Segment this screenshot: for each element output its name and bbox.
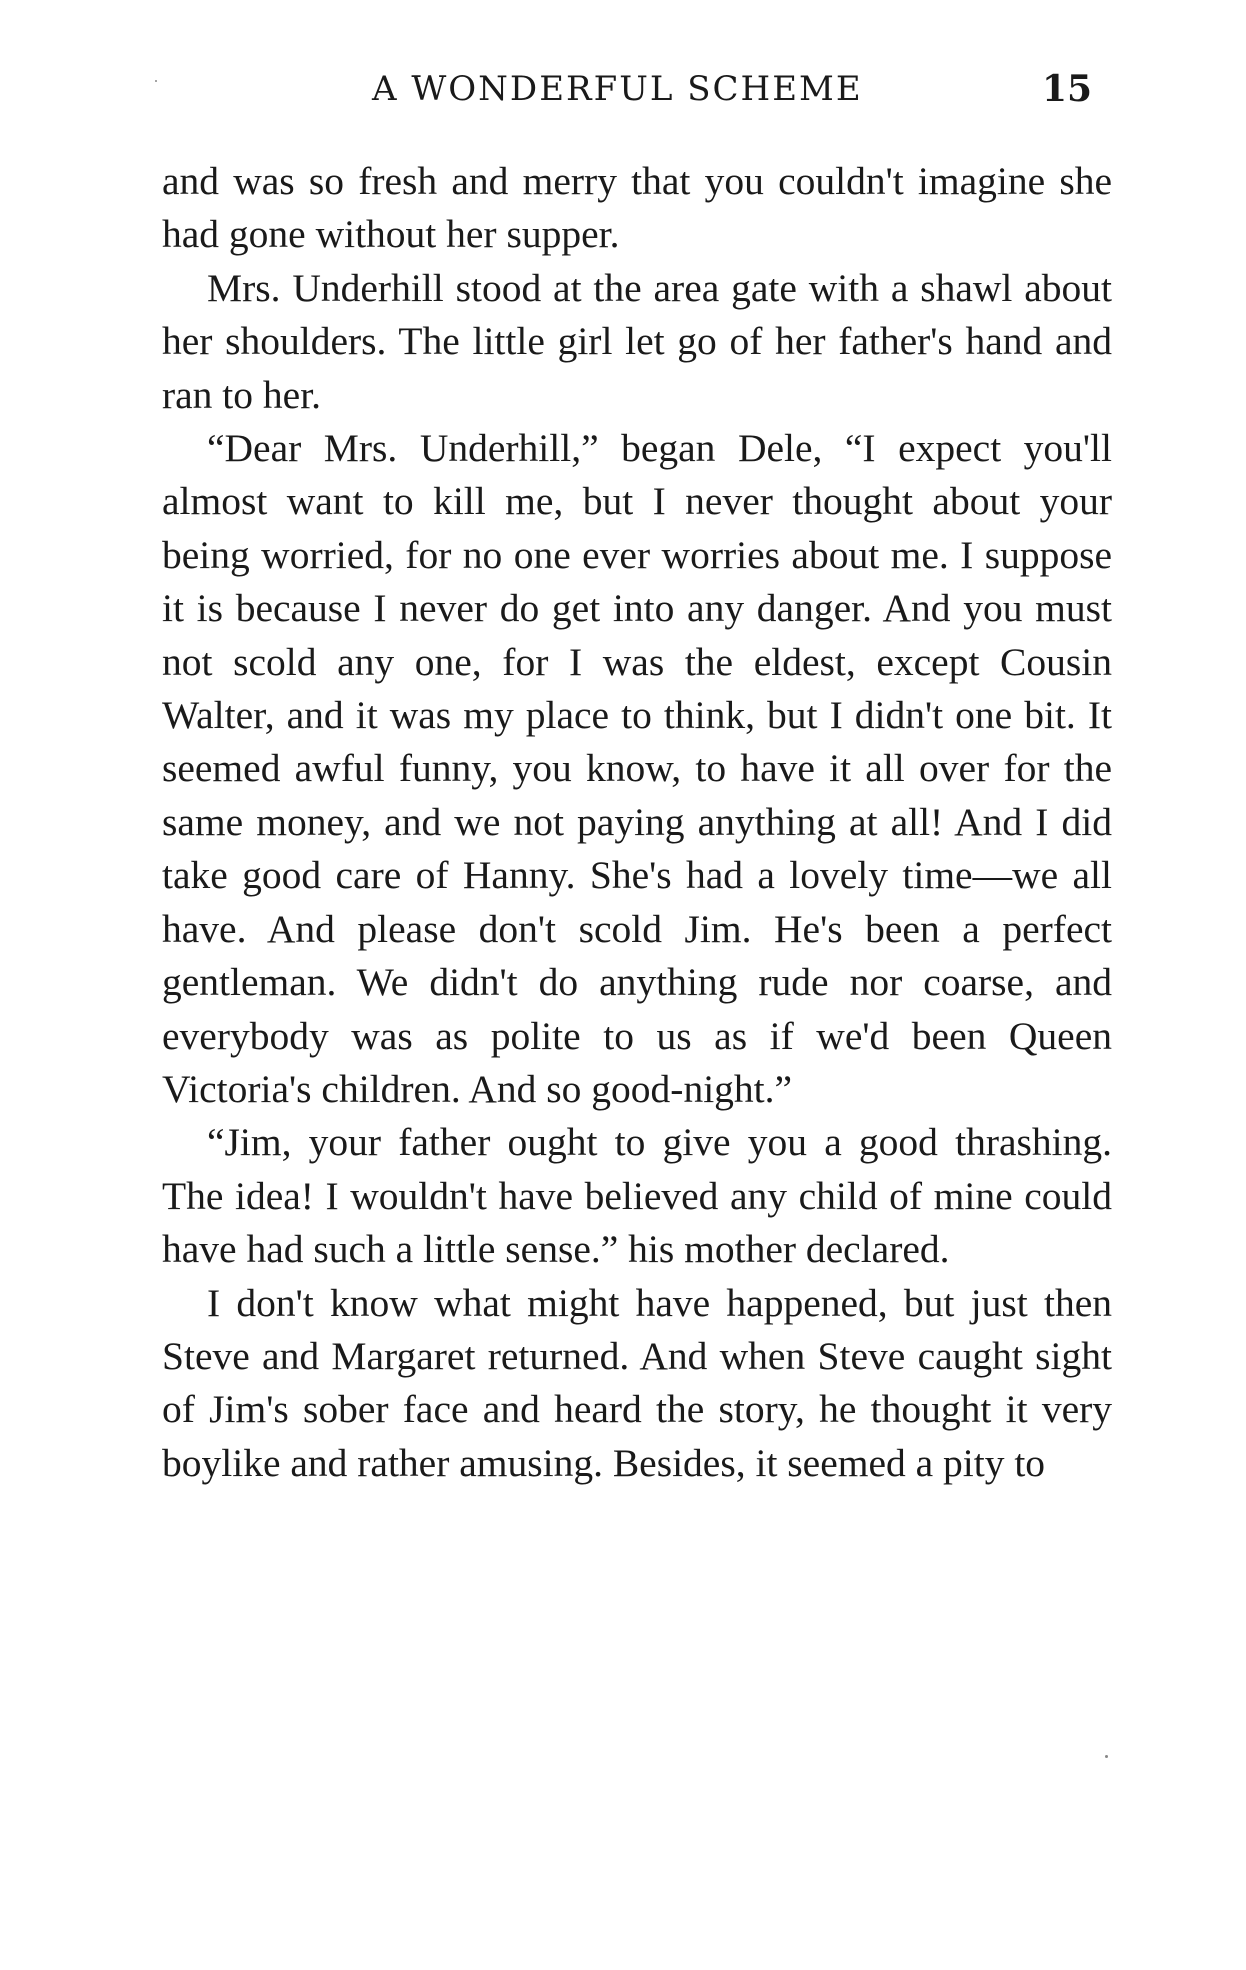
paragraph-2: Mrs. Underhill stood at the area gate with a shawl about her shoulders. The little girl let go of her father's hand and ran to her. [162, 265, 1112, 417]
paper-speck [1105, 1755, 1108, 1758]
paragraph-5: I don't know what might have happened, but just then Steve and Margaret returned. And when Steve caught sight of Jim's sober face and heard the story, he thought it very boylike and rather amusing. Besides, it seemed a pity to [162, 1280, 1112, 1485]
page-number: 15 [1042, 68, 1093, 110]
paper-speck [155, 80, 157, 82]
body-text [162, 155, 1112, 1490]
running-head [0, 64, 1246, 114]
paragraph-1: and was so fresh and merry that you couldn't imagine she had gone without her supper. [162, 159, 1112, 257]
paragraph-3: “Dear Mrs. Underhill,” began Dele, “I expect you'll almost want to kill me, but I never thought about your being worried, for no one ever worries about me. I suppose it is because I never do get into any danger. And you must not scold any one, for I was the eldest, except Cousin Walter, and it was my place to think, but I didn't one bit. It seemed awful funny, you know, to have it all over for the same money, and we not paying anything at all! And I did take good care of Hanny. She's had a lovely time—we all have. And please don't scold Jim. He's been a perfect gentleman. We didn't do anything rude nor coarse, and everybody was as polite to us as if we'd been Queen Victoria's children. And so good-night.” [162, 426, 1112, 1111]
paragraph-4: “Jim, your father ought to give you a good thrashing. The idea! I wouldn't have believed any child of mine could have had such a little sense.” his mother declared. [162, 1120, 1112, 1272]
running-title: A WONDERFUL SCHEME [372, 69, 863, 109]
